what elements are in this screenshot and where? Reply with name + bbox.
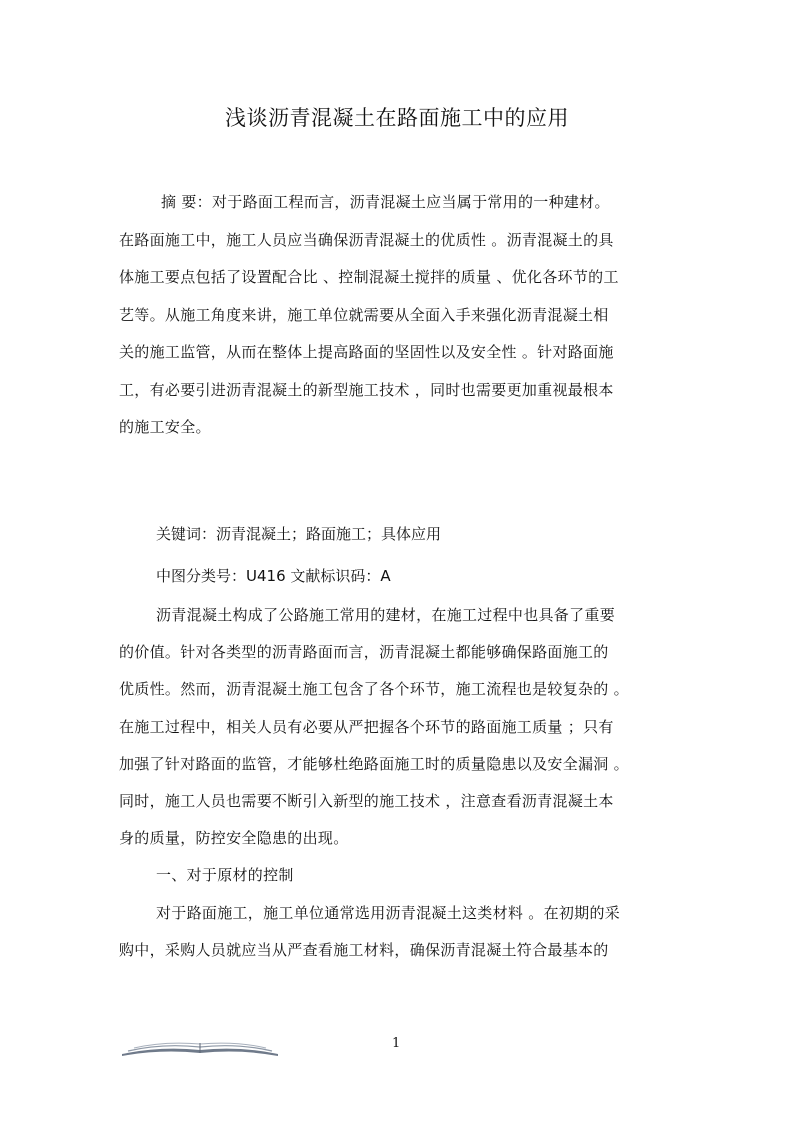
body-line: 同时，施工人员也需要不断引入新型的施工技术 ，注意查看沥青混凝土本 xyxy=(119,792,614,811)
document-title: 浅谈沥青混凝土在路面施工中的应用 xyxy=(225,106,569,130)
page-number: 1 xyxy=(392,1036,401,1051)
abstract-line: 关的施工监管，从而在整体上提高路面的坚固性以及安全性 。针对路面施 xyxy=(119,343,614,361)
body-line: 在施工过程中，相关人员有必要从严把握各个环节的路面施工质量 ；只有 xyxy=(119,717,614,736)
abstract-line: 的施工安全。 xyxy=(119,418,211,436)
keywords: 关键词：沥青混凝土；路面施工；具体应用 xyxy=(156,525,442,543)
open-book-icon xyxy=(120,1038,280,1058)
body-line: 沥青混凝土构成了公路施工常用的建材，在施工过程中也具备了重要 xyxy=(156,606,616,624)
abstract-line: 体施工要点包括了设置配合比 、控制混凝土搅拌的质量 、优化各环节的工 xyxy=(119,268,619,286)
body-line: 对于路面施工，施工单位通常选用沥青混凝土这类材料 。在初期的采 xyxy=(156,903,621,922)
abstract-line: 在路面施工中，施工人员应当确保沥青混凝土的优质性 。沥青混凝土的具 xyxy=(119,230,614,249)
body-line: 优质性。然而，沥青混凝土施工包含了各个环节，施工流程也是较复杂的 。 xyxy=(119,680,629,699)
body-line: 身的质量，防控安全隐患的出现。 xyxy=(119,829,349,848)
abstract xyxy=(119,184,675,447)
abstract-line: 摘 要：对于路面工程而言，沥青混凝土应当属于常用的一种建材。 xyxy=(161,193,610,211)
classification-code: 中图分类号：U416 文献标识码：A xyxy=(156,567,391,585)
body-text xyxy=(119,597,679,969)
body-line: 加强了针对路面的监管，才能够杜绝路面施工时的质量隐患以及安全漏洞 。 xyxy=(119,754,629,773)
abstract-line: 艺等。从施工角度来讲，施工单位就需要从全面入手来强化沥青混凝土相 xyxy=(119,305,609,324)
body-line: 的价值。针对各类型的沥青路面而言，沥青混凝土都能够确保路面施工的 xyxy=(119,643,609,662)
body-line: 购中，采购人员就应当从严查看施工材料，确保沥青混凝土符合最基本的 xyxy=(119,940,609,959)
section-heading: 一、对于原材的控制 xyxy=(156,866,294,885)
abstract-line: 工，有必要引进沥青混凝土的新型施工技术 ，同时也需要更加重视最根本 xyxy=(119,380,614,399)
